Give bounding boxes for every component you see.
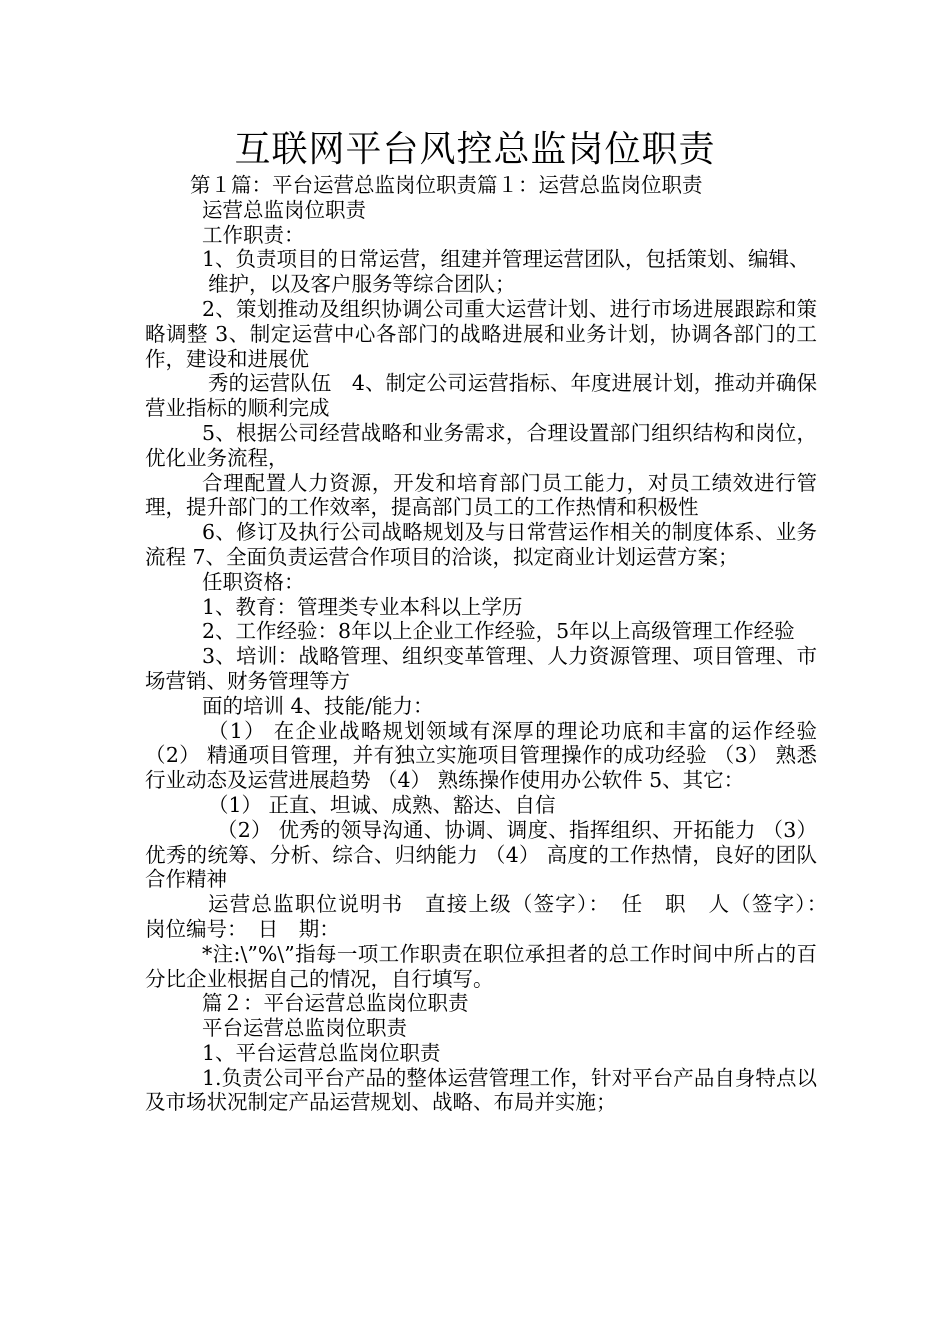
body-paragraph: 运营总监岗位职责 <box>202 197 366 222</box>
body-paragraph: 1.负责公司平台产品的整体运营管理工作，针对平台产品自身特点以及市场状况制定产品运营规划、战略、布局并实施； <box>145 1065 817 1115</box>
body-paragraph: （1） 正直、坦诚、成熟、豁达、自信 <box>208 792 556 817</box>
body-paragraph: 运营总监职位说明书 直接上级（签字）： 任 职 人（签字）： 岗位编号： 日 期： <box>145 892 838 941</box>
body-paragraph: 第１篇：平台运营总监岗位职责篇１：运营总监岗位职责 <box>190 173 703 197</box>
body-paragraph: 1、教育：管理类专业本科以上学历 <box>202 594 523 619</box>
body-paragraph: 5、根据公司经营战略和业务需求，合理设置部门组织结构和岗位，优化业务流程， <box>145 420 817 470</box>
body-paragraph: 秀的运营队伍 4、制定公司运营指标、年度进展计划，推动并确保营业指标的顺利完成 <box>145 371 817 421</box>
document-body <box>145 173 838 1115</box>
body-paragraph: 维护，以及客户服务等综合团队； <box>208 272 516 297</box>
body-paragraph: 篇２：平台运营总监岗位职责 <box>202 991 469 1016</box>
body-paragraph: 任职资格： <box>202 569 305 594</box>
body-paragraph: 工作职责： <box>202 222 305 247</box>
body-paragraph: （2） 优秀的领导沟通、协调、调度、指挥组织、开拓能力 （3） 优秀的统筹、分析、综合、归纳能力 （4） 高度的工作热情，良好的团队合作精神 <box>145 817 817 892</box>
body-paragraph: 平台运营总监岗位职责 <box>202 1016 407 1041</box>
document-title: 互联网平台风控总监岗位职责 <box>234 129 716 170</box>
body-paragraph: 6、修订及执行公司战略规划及与日常营运作相关的制度体系、业务流程 7、全面负责运营合作项目的洽谈，拟定商业计划运营方案； <box>145 520 817 569</box>
body-paragraph: 面的培训 4、技能/能力： <box>202 693 434 718</box>
body-paragraph: 2、策划推动及组织协调公司重大运营计划、进行市场进展跟踪和策略调整 3、制定运营中心各部门的战略进展和业务计划，协调各部门的工作，建设和进展优 <box>145 296 817 371</box>
body-paragraph: 2、工作经验：8年以上企业工作经验，5年以上高级管理工作经验 <box>202 619 795 644</box>
body-paragraph: 3、培训：战略管理、组织变革管理、人力资源管理、项目管理、市场营销、财务管理等方 <box>145 644 817 693</box>
body-paragraph: （1） 在企业战略规划领域有深厚的理论功底和丰富的运作经验 （2） 精通项目管理，并有独立实施项目管理操作的成功经验 （3） 熟悉行业动态及运营进展趋势 （4） 熟练操作使用办公软件 5、其它： <box>145 718 817 793</box>
body-paragraph: 合理配置人力资源，开发和培育部门员工能力，对员工绩效进行管理，提升部门的工作效率，提高部门员工的工作热情和积极性 <box>145 470 817 520</box>
body-paragraph: *注:\”%\”指每一项工作职责在职位承担者的总工作时间中所占的百分比企业根据自己的情况，自行填写。 <box>145 941 817 991</box>
body-paragraph: 1、平台运营总监岗位职责 <box>202 1040 441 1065</box>
body-paragraph: 1、负责项目的日常运营，组建并管理运营团队，包括策划、编辑、 <box>202 247 810 272</box>
